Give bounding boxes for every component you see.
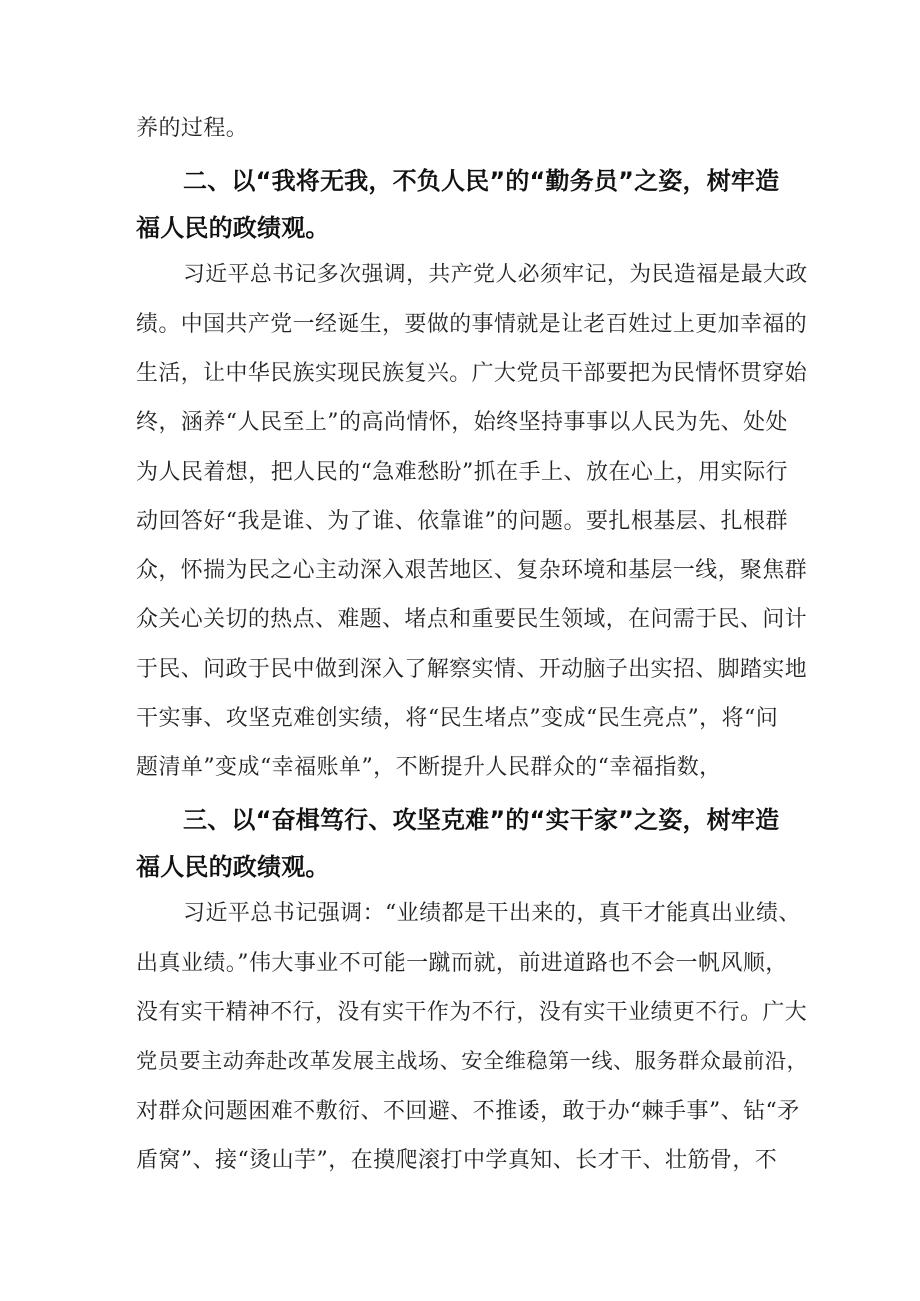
body-line: 对群众问题困难不敷衍、不回避、不推诿，敢于办“棘手事”、钻“矛	[136, 1099, 800, 1124]
body-line: 习近平总书记多次强调，共产党人必须牢记，为民造福是最大政	[183, 262, 808, 287]
body-line: 没有实干精神不行，没有实干作为不行，没有实干业绩更不行。广大	[136, 1000, 808, 1025]
body-line: 养的过程。	[136, 116, 249, 141]
body-line: 出真业绩。”伟大事业不可能一蹴而就，前进道路也不会一帆风顺，	[136, 951, 788, 976]
body-line: 盾窝”、接“烫山芋”，在摸爬滚打中学真知、长才干、壮筋骨，不	[136, 1148, 778, 1173]
body-line: 众，怀揣为民之心主动深入艰苦地区、复杂环境和基层一线，聚焦群	[136, 558, 808, 583]
body-line: 众关心关切的热点、难题、堵点和重要民生领域，在问需于民、问计	[136, 607, 808, 632]
body-line: 绩。中国共产党一经诞生，要做的事情就是让老百姓过上更加幸福的	[136, 312, 808, 337]
body-line: 终，涵养“人民至上”的高尚情怀，始终坚持事事以人民为先、处处	[136, 410, 788, 435]
body-line: 习近平总书记强调：“业绩都是干出来的，真干才能真出业绩、	[183, 901, 801, 926]
section-heading: 福人民的政绩观。	[136, 214, 330, 242]
body-line: 题清单”变成“幸福账单”，不断提升人民群众的“幸福指数，	[136, 755, 722, 780]
body-line: 生活，让中华民族实现民族复兴。广大党员干部要把为民情怀贯穿始	[136, 361, 808, 386]
section-heading: 福人民的政绩观。	[136, 853, 330, 881]
section-heading: 二、以“我将无我，不负人民”的“勤务员”之姿，树牢造	[183, 167, 780, 195]
body-line: 为人民着想，把人民的“急难愁盼”抓在手上、放在心上，用实际行	[136, 460, 788, 485]
body-line: 于民、问政于民中做到深入了解察实情、开动脑子出实招、脚踏实地	[136, 657, 808, 682]
section-heading: 三、以“奋楫笃行、攻坚克难”的“实干家”之姿，树牢造	[183, 806, 780, 834]
body-line: 动回答好“我是谁、为了谁、依靠谁”的问题。要扎根基层、扎根群	[136, 509, 788, 534]
body-line: 党员要主动奔赴改革发展主战场、安全维稳第一线、服务群众最前沿，	[136, 1049, 809, 1074]
body-line: 干实事、攻坚克难创实绩，将“民生堵点”变成“民生亮点”，将“问	[136, 706, 779, 731]
